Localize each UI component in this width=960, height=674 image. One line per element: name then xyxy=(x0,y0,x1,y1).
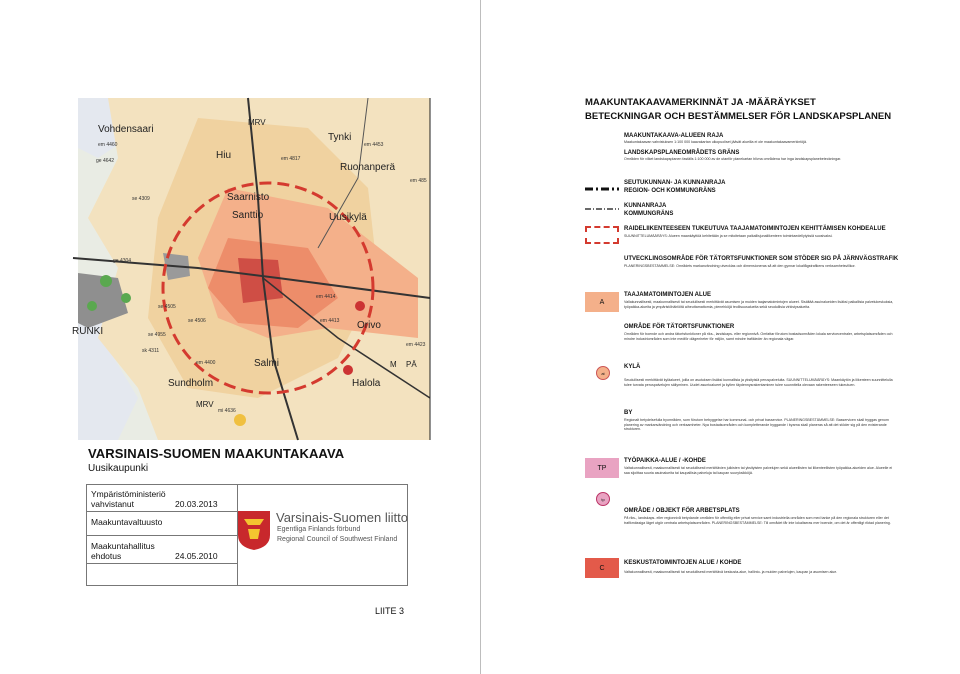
area-code: se 4506 xyxy=(188,318,206,324)
legend-item-text: Seudullisesti merkittävät kyläalueet, joilla on asutuksen lisäksi kunnallisia ja yksityisiä peruspalveluita. SUUNNITTELUMÄÄRÄYS: Maankäytön ja liikenteen suunnittelulla tulee turvata peruspalvelujen säilyminen. Uudet asuntoalueet ja kylien täydennysrakentaminen tulee suunnitella olevaan rakenteeseen tukeutuen. xyxy=(624,378,893,387)
legend-item-head: TAAJAMATOIMINTOJEN ALUE xyxy=(624,292,712,298)
council-label: Maakuntavaltuusto xyxy=(91,517,163,527)
area-code: se 4505 xyxy=(158,304,176,310)
legend-item-text: Maakuntakaavan vahvistuksen 1:100 000 kaavakartan ulkopuoliset jäävät alueilla ei ole maakuntakaavamerkintöjä. xyxy=(624,140,807,144)
legend-item-head: SEUTUKUNNAN- JA KUNNANRAJA xyxy=(624,180,726,186)
place-label: Orivo xyxy=(357,320,381,331)
place-label: Santtio xyxy=(232,210,264,221)
area-code: mi 4636 xyxy=(218,408,236,414)
place-label: M xyxy=(390,360,397,369)
legend-item-head: UTVECKLINGSOMRÅDE FÖR TÄTORTSFUNKTIONER SOM STÖDER SIG PÅ JÄRNVÄGSTRAFIK xyxy=(624,256,899,262)
area-code: em 4817 xyxy=(281,156,301,162)
legend-item-text: Områden för boende och andra tätortsfunktioner på riks-, landskaps- eller regionnivå. Omfattar förutom bostadsområden lokala servicecentraler, arbetsplatsområden och mindre industriområden som inte medför olägenheter för miljön, samt mindre trafikleder än regionala vägar. xyxy=(624,332,893,341)
land-use-map xyxy=(72,98,430,440)
legend-item-head: TYÖPAIKKA-ALUE / -KOHDE xyxy=(624,458,706,464)
area-code: em 4460 xyxy=(98,142,118,148)
board-date: 24.05.2010 xyxy=(175,551,218,561)
municipal-border-symbol xyxy=(585,207,619,211)
ministry-label-2: vahvistanut xyxy=(91,499,134,509)
map-title: VARSINAIS-SUOMEN MAAKUNTAKAAVA xyxy=(88,446,345,461)
place-label: Halola xyxy=(352,378,381,389)
place-label: MRV xyxy=(248,118,266,127)
area-code: em 4453 xyxy=(364,142,384,148)
area-code: em 4400 xyxy=(196,360,216,366)
legend-item-text: Områden för vilket landskapsplanen faställs 1:100 000 av de utanför planekartan blivna områdena har inga landskapsplanebeteckningar. xyxy=(624,157,842,161)
area-code: em 4414 xyxy=(316,294,336,300)
place-label: MRV xyxy=(196,400,214,409)
legend-item-text: Valtakunnallisesti, maakunnallisesti tai seudullisesti merkittävä keskusta-alue, hallinto- ja muiden palvelujen, kaupan ja asumisen alue. xyxy=(624,570,838,574)
title-block xyxy=(88,446,408,474)
place-label: Saarnisto xyxy=(227,192,270,203)
legend-item-head: RAIDELIIKENTEESEEN TUKEUTUVA TAAJAMATOIMINTOJEN KEHITTÄMISEN KOHDEALUE xyxy=(624,226,886,232)
legend-item-head: MAAKUNTAKAAVA-ALUEEN RAJA xyxy=(624,133,724,139)
ministry-label: Ympäristöministeriö xyxy=(91,489,166,499)
place-label: RUNKI xyxy=(72,326,104,337)
legend-title-swedish: BETECKNINGAR OCH BESTÄMMELSER FÖR LANDSKAPSPLANEN xyxy=(585,111,892,122)
legend-title-finnish: MAAKUNTAKAAVAMERKINNÄT JA -MÄÄRÄYKSET xyxy=(585,97,816,108)
legend-item-head: KYLÄ xyxy=(624,364,641,370)
board-label: Maakuntahallitus xyxy=(91,541,155,551)
legend-item-head: OMRÅDE FÖR TÄTORTSFUNKTIONER xyxy=(624,324,735,330)
place-label: Hiu xyxy=(216,150,232,161)
workplace-symbol: TP xyxy=(585,458,619,478)
legend-item-head: REGION- OCH KOMMUNGRÄNS xyxy=(624,188,716,194)
map-subtitle: Uusikaupunki xyxy=(88,463,149,474)
area-code: em 4423 xyxy=(406,342,426,348)
legend-item-head: LANDSKAPSPLANEOMRÅDETS GRÄNS xyxy=(624,150,740,156)
area-code: ge 4642 xyxy=(96,158,115,164)
legend-item-head: KESKUSTATOIMINTOJEN ALUE / KOHDE xyxy=(624,560,742,566)
org-name-english: Regional Council of Southwest Finland xyxy=(277,536,398,543)
legend-item-text: Vallakunnallisesti, maakunnallisesti tai seudullisesti merkittävät asumisen ja muiden taajamatoimintojen alueet. Sisältää asuinalueiden lisäksi paikallisia palvelukeskuksia, työpaikka-alueita ja ympäristöhäiriöitä aiheuttamattomia, pienehköjä teollisuusalueita sekä seudullisia virkistysalueita. xyxy=(624,300,894,309)
workplace-point-symbol: tp xyxy=(596,492,610,506)
regional-border-symbol xyxy=(585,186,619,192)
legend-item-text: PLANERINGSBESTÄMMELSE: Områdets markanvändning utvecklas och dimensioneras så att den gynnar lokaltågstrafikens verksamhetsvillkor. xyxy=(624,264,856,268)
appendix-label: LIITE 3 xyxy=(375,606,405,616)
right-page xyxy=(481,0,960,674)
legend-item-text: Valtakunnallisesti, maakunnallisesti tai seudullisesti merkittävien julkisten tai yksityisten palvelujen sekä alueellisten tai liikenteellisten työpaikka-alueiden alue. Alueelle ei saa sijoittaa suuria asuinalueita tai kaupallisia palveluja tai kaupan suuryksikköjä. xyxy=(624,466,893,475)
urban-area-symbol: A xyxy=(585,292,619,312)
legend-item-head: BY xyxy=(624,410,633,416)
ministry-date: 20.03.2013 xyxy=(175,499,218,509)
centre-symbol: C xyxy=(585,558,619,578)
place-label: Ruonanperä xyxy=(340,162,396,173)
area-code: sk 4311 xyxy=(142,348,160,354)
place-label: Uusikylä xyxy=(329,212,367,223)
legend-item-head: OMRÅDE / OBJEKT FÖR ARBETSPLATS xyxy=(624,508,740,514)
village-symbol: at xyxy=(596,366,610,380)
org-name: Varsinais-Suomen liitto xyxy=(276,510,408,525)
legend-item-text: SUUNNITTELUMÄÄRÄYS: Alueen maankäyttöä kehitetään ja se mitoitetaan paikallisjunaliikenteen toimintaedellytyksiä suosivaksi. xyxy=(624,234,833,238)
area-code: se 4955 xyxy=(148,332,166,338)
legend-item-text: På riks-, landskaps- eller regionnivå betydande områden för offentlig eller privat service samt industriella områden som med tanke på den regionala strukturen eller det trafikmässiga läget utgör centrala arbetsplatsområden. PLANERINGSBESTÄMMELSE: Till området får inte lokaliseras mer boende, om det är offentligt riktad planering. xyxy=(624,516,891,525)
coat-of-arms-logo xyxy=(236,509,272,551)
place-label: Salmi xyxy=(254,358,280,369)
place-label: Tynki xyxy=(328,132,352,143)
place-label: PÄ xyxy=(406,360,417,369)
rail-zone-symbol xyxy=(585,226,619,244)
area-code: em 485 xyxy=(410,178,427,184)
legend-item-text: Regionalt betydelsefulla byområden, som förutom bebyggelse har kommunal- och privat basservice. PLANERINGSBESTÄMMELSE: Basservicen skall tryggas genom planering av markanvändning och verksamheter. Nya bostadsområden och kompletterande byggande i byarna skall planeras så att det stöder sig på den existerande strukturen. xyxy=(624,418,889,432)
place-label: Sundholm xyxy=(168,378,214,389)
area-code: se 4309 xyxy=(132,196,150,202)
legend-item-head: KUNNANRAJA xyxy=(624,203,667,209)
board-label-2: ehdotus xyxy=(91,551,122,561)
org-name-swedish: Egentliga Finlands förbund xyxy=(277,526,361,533)
area-code: em 4413 xyxy=(320,318,340,324)
area-code: ge 4304 xyxy=(113,258,132,264)
place-label: Vohdensaari xyxy=(98,124,154,135)
legend-item-head: KOMMUNGRÄNS xyxy=(624,211,674,217)
